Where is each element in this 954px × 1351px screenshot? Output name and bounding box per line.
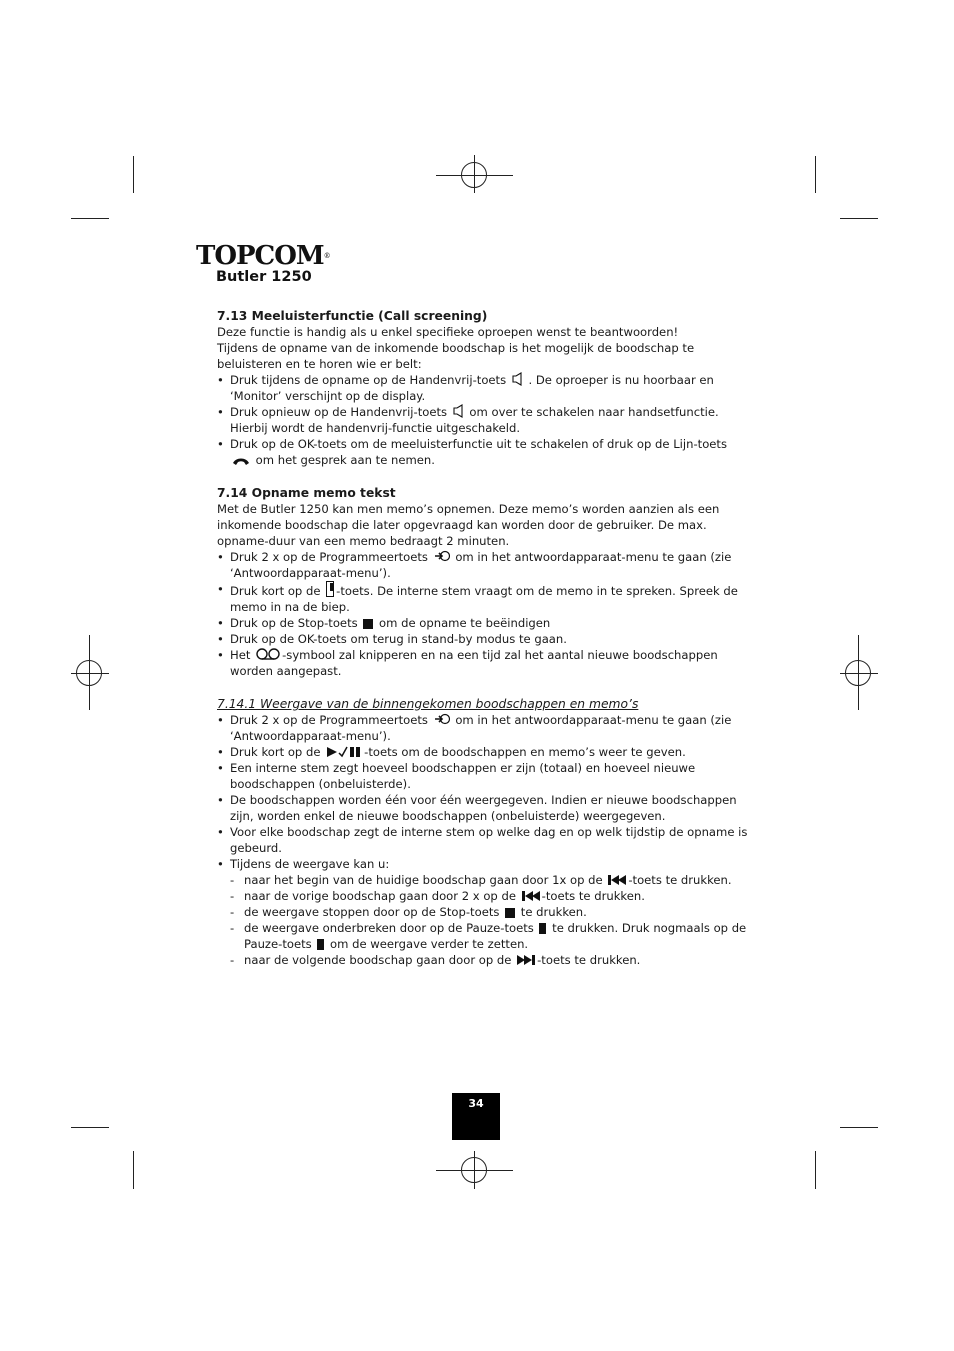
list-item: [217, 404, 752, 436]
crop-mark: [840, 1127, 878, 1128]
crop-mark: [840, 218, 878, 219]
brand-name: TOPCOM: [196, 241, 324, 271]
registered-mark: ®: [323, 252, 330, 260]
crop-mark: [71, 1127, 109, 1128]
text: Druk op de Stop-toets: [230, 616, 362, 630]
model-name: Butler 1250: [216, 269, 312, 285]
text: -toets te drukken.: [541, 889, 645, 903]
list-item: [217, 615, 752, 631]
text: . De oproeper is nu hoorbaar en ‘Monitor’ verschijnt op de display.: [230, 373, 714, 403]
page-number-box: [452, 1093, 500, 1140]
text: Druk opnieuw op de Handenvrij-toets: [230, 405, 451, 419]
text: Druk op de OK-toets om de meeluisterfunctie uit te schakelen of druk op de Lijn-toets: [230, 437, 728, 451]
memo-icon: [326, 581, 334, 597]
text: Tijdens de weergave kan u:: [230, 857, 390, 871]
text: Druk kort op de: [230, 584, 325, 598]
crop-mark: [815, 1151, 816, 1189]
paragraph: Met de Butler 1250 kan men memo’s opnemen. Deze memo’s worden aanzien als een inkomende boodschap die later opgevraagd kan worden door de gebruiker. De max. opname-duur van een memo bedraagt 2 minuten.: [217, 502, 720, 548]
text: om het gesprek aan te nemen.: [252, 453, 435, 467]
text: te drukken.: [517, 905, 587, 919]
list-item: [217, 549, 752, 581]
list-item: • Voor elke boodschap zegt de interne stem op welke dag en op welk tijdstip de opname is gebeurd.: [217, 824, 752, 856]
text: -toets om de boodschappen en memo’s weer te geven.: [364, 745, 686, 759]
phone-icon: [232, 456, 250, 466]
list-item: • De boodschappen worden één voor één weergegeven. Indien er nieuwe boodschappen zijn, worden enkel de nieuwe boodschappen (onbeluisterde) weergegeven.: [217, 792, 752, 824]
text: om de weergave verder te zetten.: [326, 937, 529, 951]
list-item: [230, 920, 752, 952]
crop-mark: [815, 156, 816, 193]
text: -toets te drukken.: [628, 873, 732, 887]
page-number: 34: [468, 1097, 484, 1110]
rewind-icon: [608, 874, 626, 886]
page-content: [217, 308, 752, 968]
list-item: [230, 904, 752, 920]
program-icon: [434, 712, 450, 726]
list-item: [217, 856, 752, 968]
subsection-title: 7.14.1 Weergave van de binnengekomen boodschappen en memo’s: [217, 697, 639, 711]
pause-icon: [539, 923, 546, 934]
stop-icon: [505, 908, 515, 918]
program-icon: [434, 549, 450, 563]
speaker-icon: [512, 372, 523, 386]
speaker-icon: [453, 404, 464, 418]
bullet-list: [217, 372, 752, 468]
text: -symbool zal knipperen en na een tijd zal het aantal nieuwe boodschappen worden aangepast.: [230, 648, 718, 678]
forward-icon: [517, 954, 535, 966]
list-item: [230, 952, 752, 968]
text: Druk kort op de: [230, 745, 325, 759]
text: om in het antwoordapparaat-menu te gaan (zie ‘Antwoordapparaat-menu’).: [230, 713, 732, 743]
crop-mark: [71, 218, 109, 219]
text: naar het begin van de huidige boodschap gaan door 1x op de: [244, 873, 607, 887]
list-item: [230, 888, 752, 904]
text: naar de volgende boodschap gaan door op de: [244, 953, 516, 967]
text: naar de vorige boodschap gaan door 2 x op de: [244, 889, 520, 903]
paragraph: Tijdens de opname van de inkomende boodschap is het mogelijk de boodschap te beluisteren en te horen wie er belt:: [217, 341, 695, 371]
list-item: [217, 581, 752, 615]
section-title: 7.13 Meeluisterfunctie (Call screening): [217, 309, 488, 323]
list-item: [217, 647, 752, 679]
text: de weergave stoppen door op de Stop-toets: [244, 905, 504, 919]
brand-logo: [196, 243, 330, 269]
list-item: [217, 372, 752, 404]
list-item: • Een interne stem zegt hoeveel boodschappen er zijn (totaal) en hoeveel nieuwe boodschappen (onbeluisterde).: [217, 760, 752, 792]
text: -toets te drukken.: [537, 953, 641, 967]
text: te drukken. Druk nogmaals op de Pauze-toets: [244, 921, 747, 951]
play-pause-icon: [326, 746, 362, 758]
text: Druk 2 x op de Programmeertoets: [230, 550, 432, 564]
bullet-list: [217, 549, 752, 679]
list-item: [217, 744, 752, 760]
paragraph: Deze functie is handig als u enkel specifieke oproepen wenst te beantwoorden!: [217, 325, 679, 339]
section-title: 7.14 Opname memo tekst: [217, 486, 396, 500]
text: Het: [230, 648, 255, 662]
text: -toets. De interne stem vraagt om de memo in te spreken. Spreek de memo in na de biep.: [230, 584, 738, 614]
pause-icon: [317, 939, 324, 950]
stop-icon: [363, 619, 373, 629]
list-item: [217, 436, 752, 468]
text: om over te schakelen naar handsetfunctie. Hierbij wordt de handenvrij-functie uitgeschakeld.: [230, 405, 719, 435]
crop-mark: [133, 1151, 134, 1189]
bullet-list: [217, 712, 752, 968]
rewind-icon: [522, 890, 540, 902]
list-item: • Druk op de OK-toets om terug in stand-by modus te gaan.: [217, 631, 752, 647]
text: om in het antwoordapparaat-menu te gaan (zie ‘Antwoordapparaat-menu’).: [230, 550, 732, 580]
tape-icon: [256, 647, 280, 661]
text: de weergave onderbreken door op de Pauze-toets: [244, 921, 538, 935]
text: Druk tijdens de opname op de Handenvrij-toets: [230, 373, 510, 387]
dash-list: [230, 872, 752, 968]
list-item: [217, 712, 752, 744]
text: om de opname te beëindigen: [375, 616, 551, 630]
crop-mark: [133, 156, 134, 193]
text: Druk 2 x op de Programmeertoets: [230, 713, 432, 727]
list-item: [230, 872, 752, 888]
